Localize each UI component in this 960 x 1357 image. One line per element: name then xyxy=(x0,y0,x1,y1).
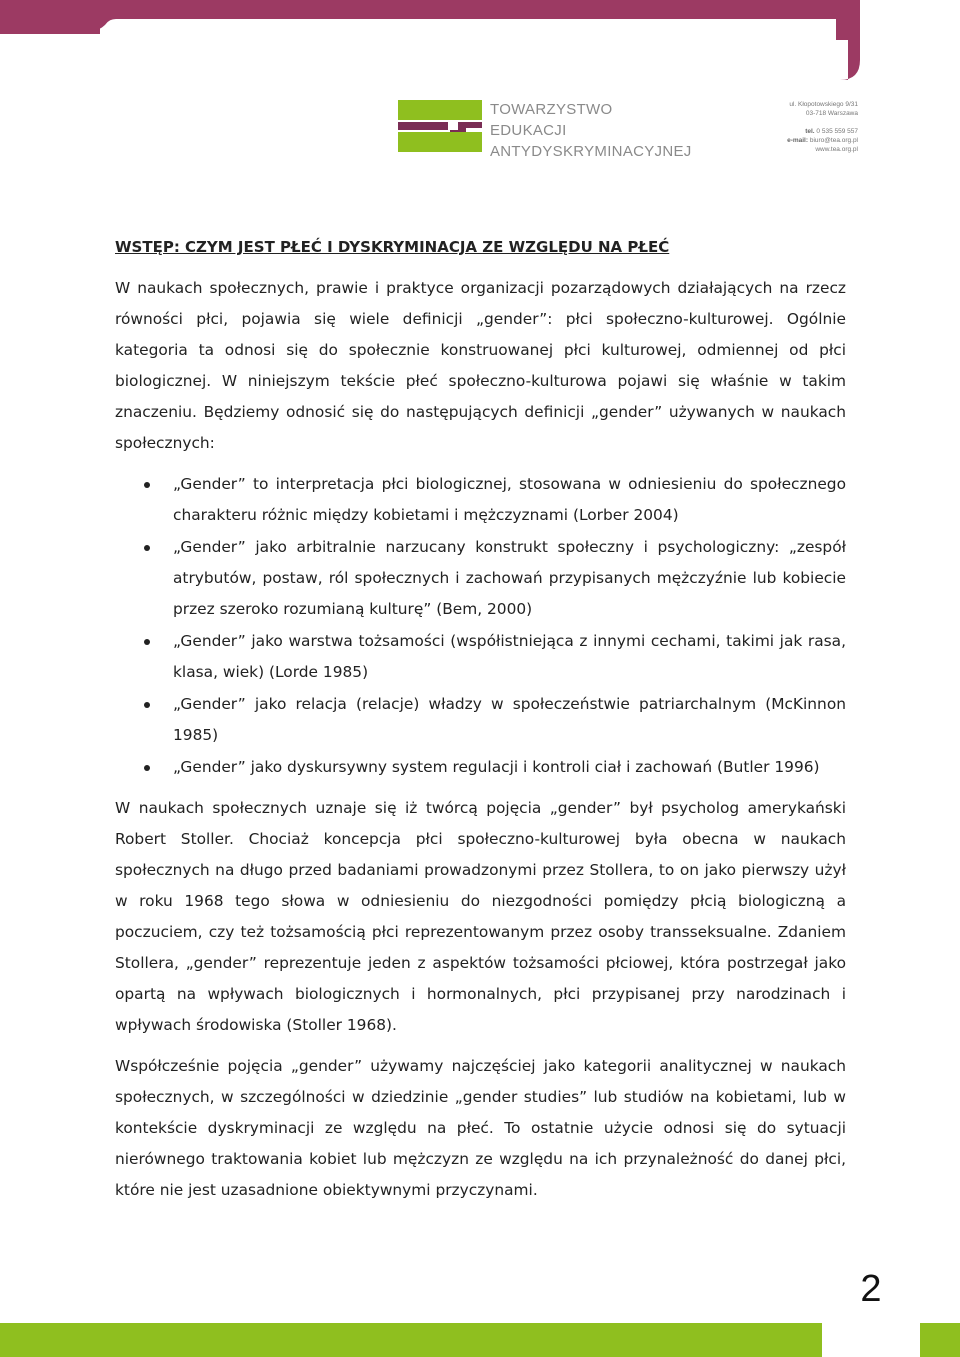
list-item xyxy=(173,469,846,531)
header-frame-decoration xyxy=(0,0,860,80)
definition-text: „Gender” jako dyskursywny system regulacji i kontroli ciał i zachowań (Butler 1996) xyxy=(173,758,820,776)
org-name-line-3: ANTYDYSKRYMINACYJNEJ xyxy=(490,143,692,160)
bullet-icon xyxy=(144,482,150,488)
org-name-line-2: EDUKACJI xyxy=(490,122,567,139)
bullet-icon xyxy=(144,702,150,708)
bullet-icon xyxy=(144,639,150,645)
bullet-icon xyxy=(144,765,150,771)
paragraph-contemporary: Współcześnie pojęcia „gender” używamy najczęściej jako kategorii analitycznej w naukach społecznych, w szczególności w dziedzinie „gender studies” lub studiów na kobietami, lub w kontekście dyskryminacji ze względu na płeć. To ostatnie użycie odnosi się do sytuacji nierównego traktowania kobiet lub mężczyzn ze względu na ich przynależność do danej płci, które nie jest uzasadnione obiektywnymi przyczynami. xyxy=(115,1057,846,1199)
org-name-line-1: TOWARZYSTWO xyxy=(490,101,613,118)
footer-bar-right xyxy=(920,1323,960,1357)
phone-line xyxy=(780,127,858,136)
document-body xyxy=(115,232,846,1206)
organization-logo xyxy=(396,98,486,154)
address-line-2: 03-718 Warszawa xyxy=(805,110,858,117)
address-line-1: ul. Kłopotowskiego 9/31 xyxy=(789,101,858,108)
tel-label: tel. xyxy=(805,128,815,135)
contact-info xyxy=(780,100,858,154)
website-link[interactable]: www.tea.org.pl xyxy=(815,146,858,153)
email-label: e-mail: xyxy=(787,137,809,144)
footer-bar-left xyxy=(0,1323,822,1357)
list-item xyxy=(173,626,846,688)
organization-name xyxy=(490,99,692,162)
list-item xyxy=(173,532,846,625)
paragraph-stoller: W naukach społecznych uznaje się iż twórcą pojęcia „gender” był psycholog amerykański Robert Stoller. Chociaż koncepcja płci społeczno-kulturowej była obecna w naukach społecznych na długo przed badaniami prowadzonymi przez Stollera, to on jako pierwszy użył w roku 1968 tego słowa w odniesieniu do niezgodności pomiędzy płcią biologiczną a poczuciem, czy też tożsamością płci reprezentowanym przez osoby transseksualne. Zdaniem Stollera, „gender” reprezentuje jeden z aspektów tożsamości płciowej, która postrzegał jako opartą na wpływach biologicznych i hormonalnych, płci przypisanej przy narodzinach i wpływach środowiska (Stoller 1968). xyxy=(115,799,846,1034)
email-address[interactable]: biuro@tea.org.pl xyxy=(809,137,858,144)
bullet-icon xyxy=(144,545,150,551)
email-line xyxy=(780,136,858,145)
definition-text: „Gender” jako warstwa tożsamości (współistniejąca z innymi cechami, takimi jak rasa, klasa, wiek) (Lorde 1985) xyxy=(173,632,846,681)
list-item xyxy=(173,689,846,751)
section-heading: WSTĘP: CZYM JEST PŁEĆ I DYSKRYMINACJA ZE WZGLĘDU NA PŁEĆ xyxy=(115,238,670,256)
definition-text: „Gender” to interpretacja płci biologicznej, stosowana w odniesieniu do społecznego charakteru różnic między kobietami i mężczyznami (Lorber 2004) xyxy=(173,475,846,524)
definition-text: „Gender” jako arbitralnie narzucany konstrukt społeczny i psychologiczny: „zespół atrybutów, postaw, ról społecznych i zachowań przypisanych mężczyźnie lub kobiecie przez szeroko rozumianą kulturę” (Bem, 2000) xyxy=(173,538,846,618)
definitions-list xyxy=(115,469,846,783)
page-number: 2 xyxy=(860,1268,882,1310)
definition-text: „Gender” jako relacja (relacje) władzy w społeczeństwie patriarchalnym (McKinnon 1985) xyxy=(173,695,846,744)
list-item xyxy=(173,752,846,783)
intro-paragraph: W naukach społecznych, prawie i praktyce organizacji pozarządowych działających na rzecz równości płci, pojawia się wiele definicji „gender”: płci społeczno-kulturowej. Ogólnie kategoria ta odnosi się do społecznie konstruowanej płci kulturowej, odmiennej od płci biologicznej. W niniejszym tekście płeć społeczno-kulturowa pojawi się właśnie w takim znaczeniu. Będziemy odnosić się do następujących definicji „gender” używanych w naukach społecznych: xyxy=(115,279,846,452)
phone-number: 0 535 559 557 xyxy=(816,128,858,135)
